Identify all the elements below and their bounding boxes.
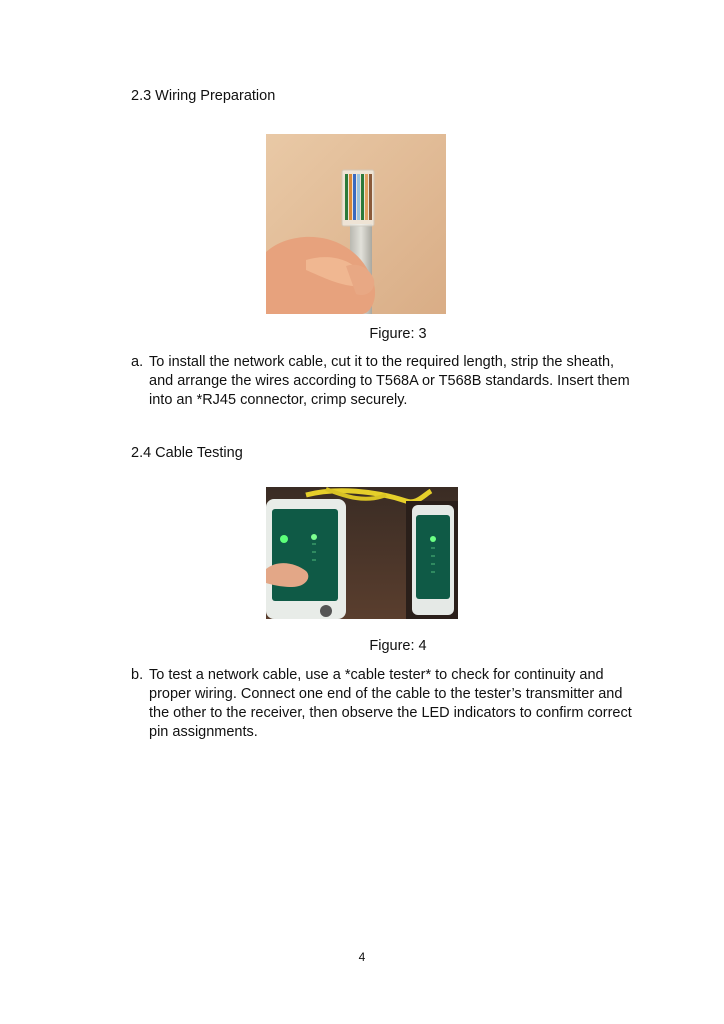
paragraph-b — [131, 666, 641, 742]
section-heading-cable-testing: 2.4 Cable Testing — [131, 445, 243, 461]
paragraph-b-text: To test a network cable, use a *cable tester* to check for continuity and proper wiring. Connect one end of the cable to the tester’s transmitter and the other to the receiver, then observe the LED indicators to confirm correct pin assignments. — [149, 667, 632, 740]
paragraph-a-text: To install the network cable, cut it to the required length, strip the sheath, and arrange the wires according to T568A or T568B standards. Insert them into an *RJ45 connector, crimp securely. — [149, 354, 630, 408]
list-marker-a: a. — [131, 354, 144, 370]
figure-caption-3: Figure: 3 — [369, 326, 427, 342]
cable-tester-photo — [266, 487, 458, 619]
section-heading-wiring-preparation: 2.3 Wiring Preparation — [131, 88, 276, 104]
rj45-connector-photo — [266, 134, 446, 314]
paragraph-a — [131, 353, 641, 410]
figure-caption-4: Figure: 4 — [369, 638, 427, 654]
list-marker-b: b. — [131, 667, 144, 683]
page-number: 4 — [358, 950, 366, 964]
